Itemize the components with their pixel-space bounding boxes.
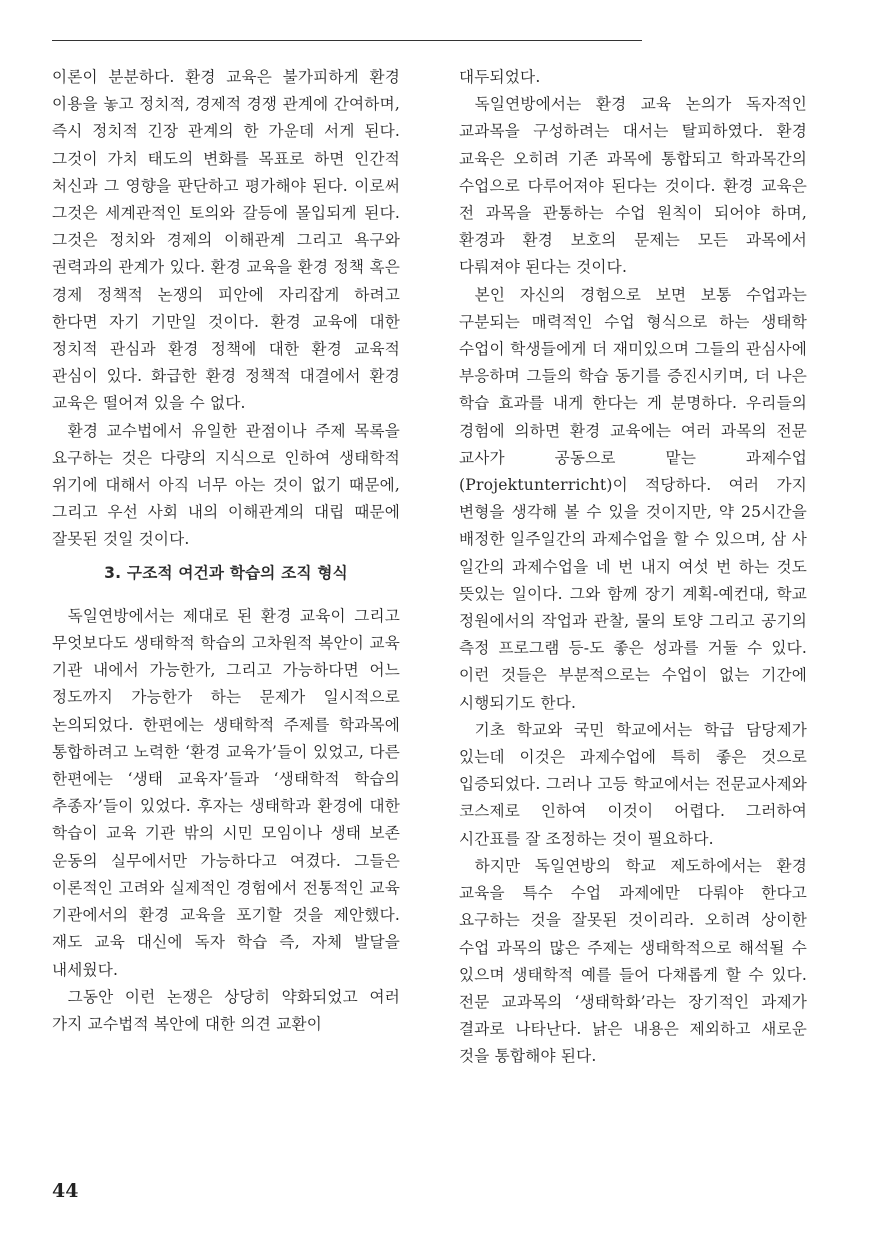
right-column xyxy=(459,64,807,1071)
paragraph: 독일연방에서는 환경 교육 논의가 독자적인 교과목을 구성하려는 대서는 탈피하였다. 환경 교육은 오히려 기존 과목에 통합되고 학과목간의 수업으로 다루어져야 된다는 것이다. 환경 교육은 전 과목을 관통하는 수업 원칙이 되어야 하며, 환경과 환경 보호의 문제는 모든 과목에서 다뤄져야 된다는 것이다. xyxy=(459,95,807,277)
paragraph: 대두되었다. xyxy=(459,68,541,86)
paragraph: 본인 자신의 경험으로 보면 보통 수업과는 구분되는 매력적인 수업 형식으로 하는 생태학 수업이 학생들에게 더 재미있으며 그들의 관심사에 부응하며 그들의 학습 동기를 증진시키며, 더 나은 학습 효과를 내게 한다는 게 분명하다. 우리들의 경험에 의하면 환경 교육에는 여러 과목의 전문 교사가 공동으로 맡는 과제수업(Projektunterricht)이 적당하다. 여러 가지 변형을 생각해 볼 수 있을 것이지만, 약 25시간을 배정한 일주일간의 과제수업을 할 수 있으며, 삼 사 일간의 과제수업을 네 번 내지 여섯 번 하는 것도 뜻있는 일이다. 그와 함께 장기 계획-예컨대, 학교 정원에서의 작업과 관찰, 물의 토양 그리고 공기의 측정 프로그램 등-도 좋은 성과를 거둘 수 있다. 이런 것들은 부분적으로는 수업이 없는 기간에 시행되기도 한다. xyxy=(459,285,807,712)
left-column xyxy=(52,64,400,1038)
paragraph: 기초 학교와 국민 학교에서는 학급 담당제가 있는데 이것은 과제수업에 특히 좋은 것으로 입증되었다. 그러나 고등 학교에서는 전문교사제와 코스제로 인하여 이것이 어렵다. 그러하여 시간표를 잘 조정하는 것이 필요하다. xyxy=(459,720,807,848)
header-rule xyxy=(52,40,642,41)
paragraph: 독일연방에서는 제대로 된 환경 교육이 그리고 무엇보다도 생태학적 학습의 고차원적 복안이 교육 기관 내에서 가능한가, 그리고 가능하다면 어느 정도까지 가능한가 하는 문제가 일시적으로 논의되었다. 한편에는 생태학적 주제를 학과목에 통합하려고 노력한 ‘환경 교육가’들이 있었고, 다른 한편에는 ‘생태 교육자’들과 ‘생태학적 학습의 추종자’들이 있었다. 후자는 생태학과 환경에 대한 학습이 교육 기관 밖의 시민 모임이나 생태 보존 운동의 실무에서만 가능하다고 여겼다. 그들은 이론적인 고려와 실제적인 경험에서 전통적인 교육 기관에서의 환경 교육을 포기할 것을 제안했다. 재도 교육 대신에 독자 학습 즉, 자체 발달을 내세웠다. xyxy=(52,606,400,979)
paragraph: 이론이 분분하다. 환경 교육은 불가피하게 환경 이용을 놓고 정치적, 경제적 경쟁 관계에 간여하며, 즉시 정치적 긴장 관계의 한 가운데 서게 된다. 그것이 가치 태도의 변화를 목표로 하면 인간적 처신과 그 영향을 판단하고 평가해야 된다. 이로써 그것은 세계관적인 토의와 갈등에 몰입되게 된다. 그것은 정치와 경제의 이해관계 그리고 욕구와 권력과의 관계가 있다. 환경 교육을 환경 정책 혹은 경제 정책적 논쟁의 피안에 자리잡게 하려고 한다면 자기 기만일 것이다. 환경 교육에 대한 정치적 관심과 환경 정책에 대한 환경 교육적 관심이 있다. 화급한 환경 정책적 대결에서 환경 교육은 떨어져 있을 수 없다. xyxy=(52,68,400,413)
paragraph: 그동안 이런 논쟁은 상당히 약화되었고 여러 가지 교수법적 복안에 대한 의견 교환이 xyxy=(52,987,400,1033)
page-number: 44 xyxy=(52,1180,79,1202)
section-heading: 3. 구조적 여건과 학습의 조직 형식 xyxy=(104,563,348,582)
paragraph: 환경 교수법에서 유일한 관점이나 주제 목록을 요구하는 것은 다량의 지식으로 인하여 생태학적 위기에 대해서 아직 너무 아는 것이 없기 때문에, 그리고 우선 사회 내의 이해관계의 대립 때문에 잘못된 것일 것이다. xyxy=(52,421,400,549)
paragraph: 하지만 독일연방의 학교 제도하에서는 환경 교육을 특수 수업 과제에만 다뤄야 한다고 요구하는 것을 잘못된 것이리라. 오히려 상이한 수업 과목의 많은 주제는 생태학적으로 해석될 수 있으며 생태학적 예를 들어 다채롭게 할 수 있다. 전문 교과목의 ‘생태학화’라는 장기적인 과제가 결과로 나타난다. 낡은 내용은 제외하고 새로운 것을 통합해야 된다. xyxy=(459,856,807,1066)
